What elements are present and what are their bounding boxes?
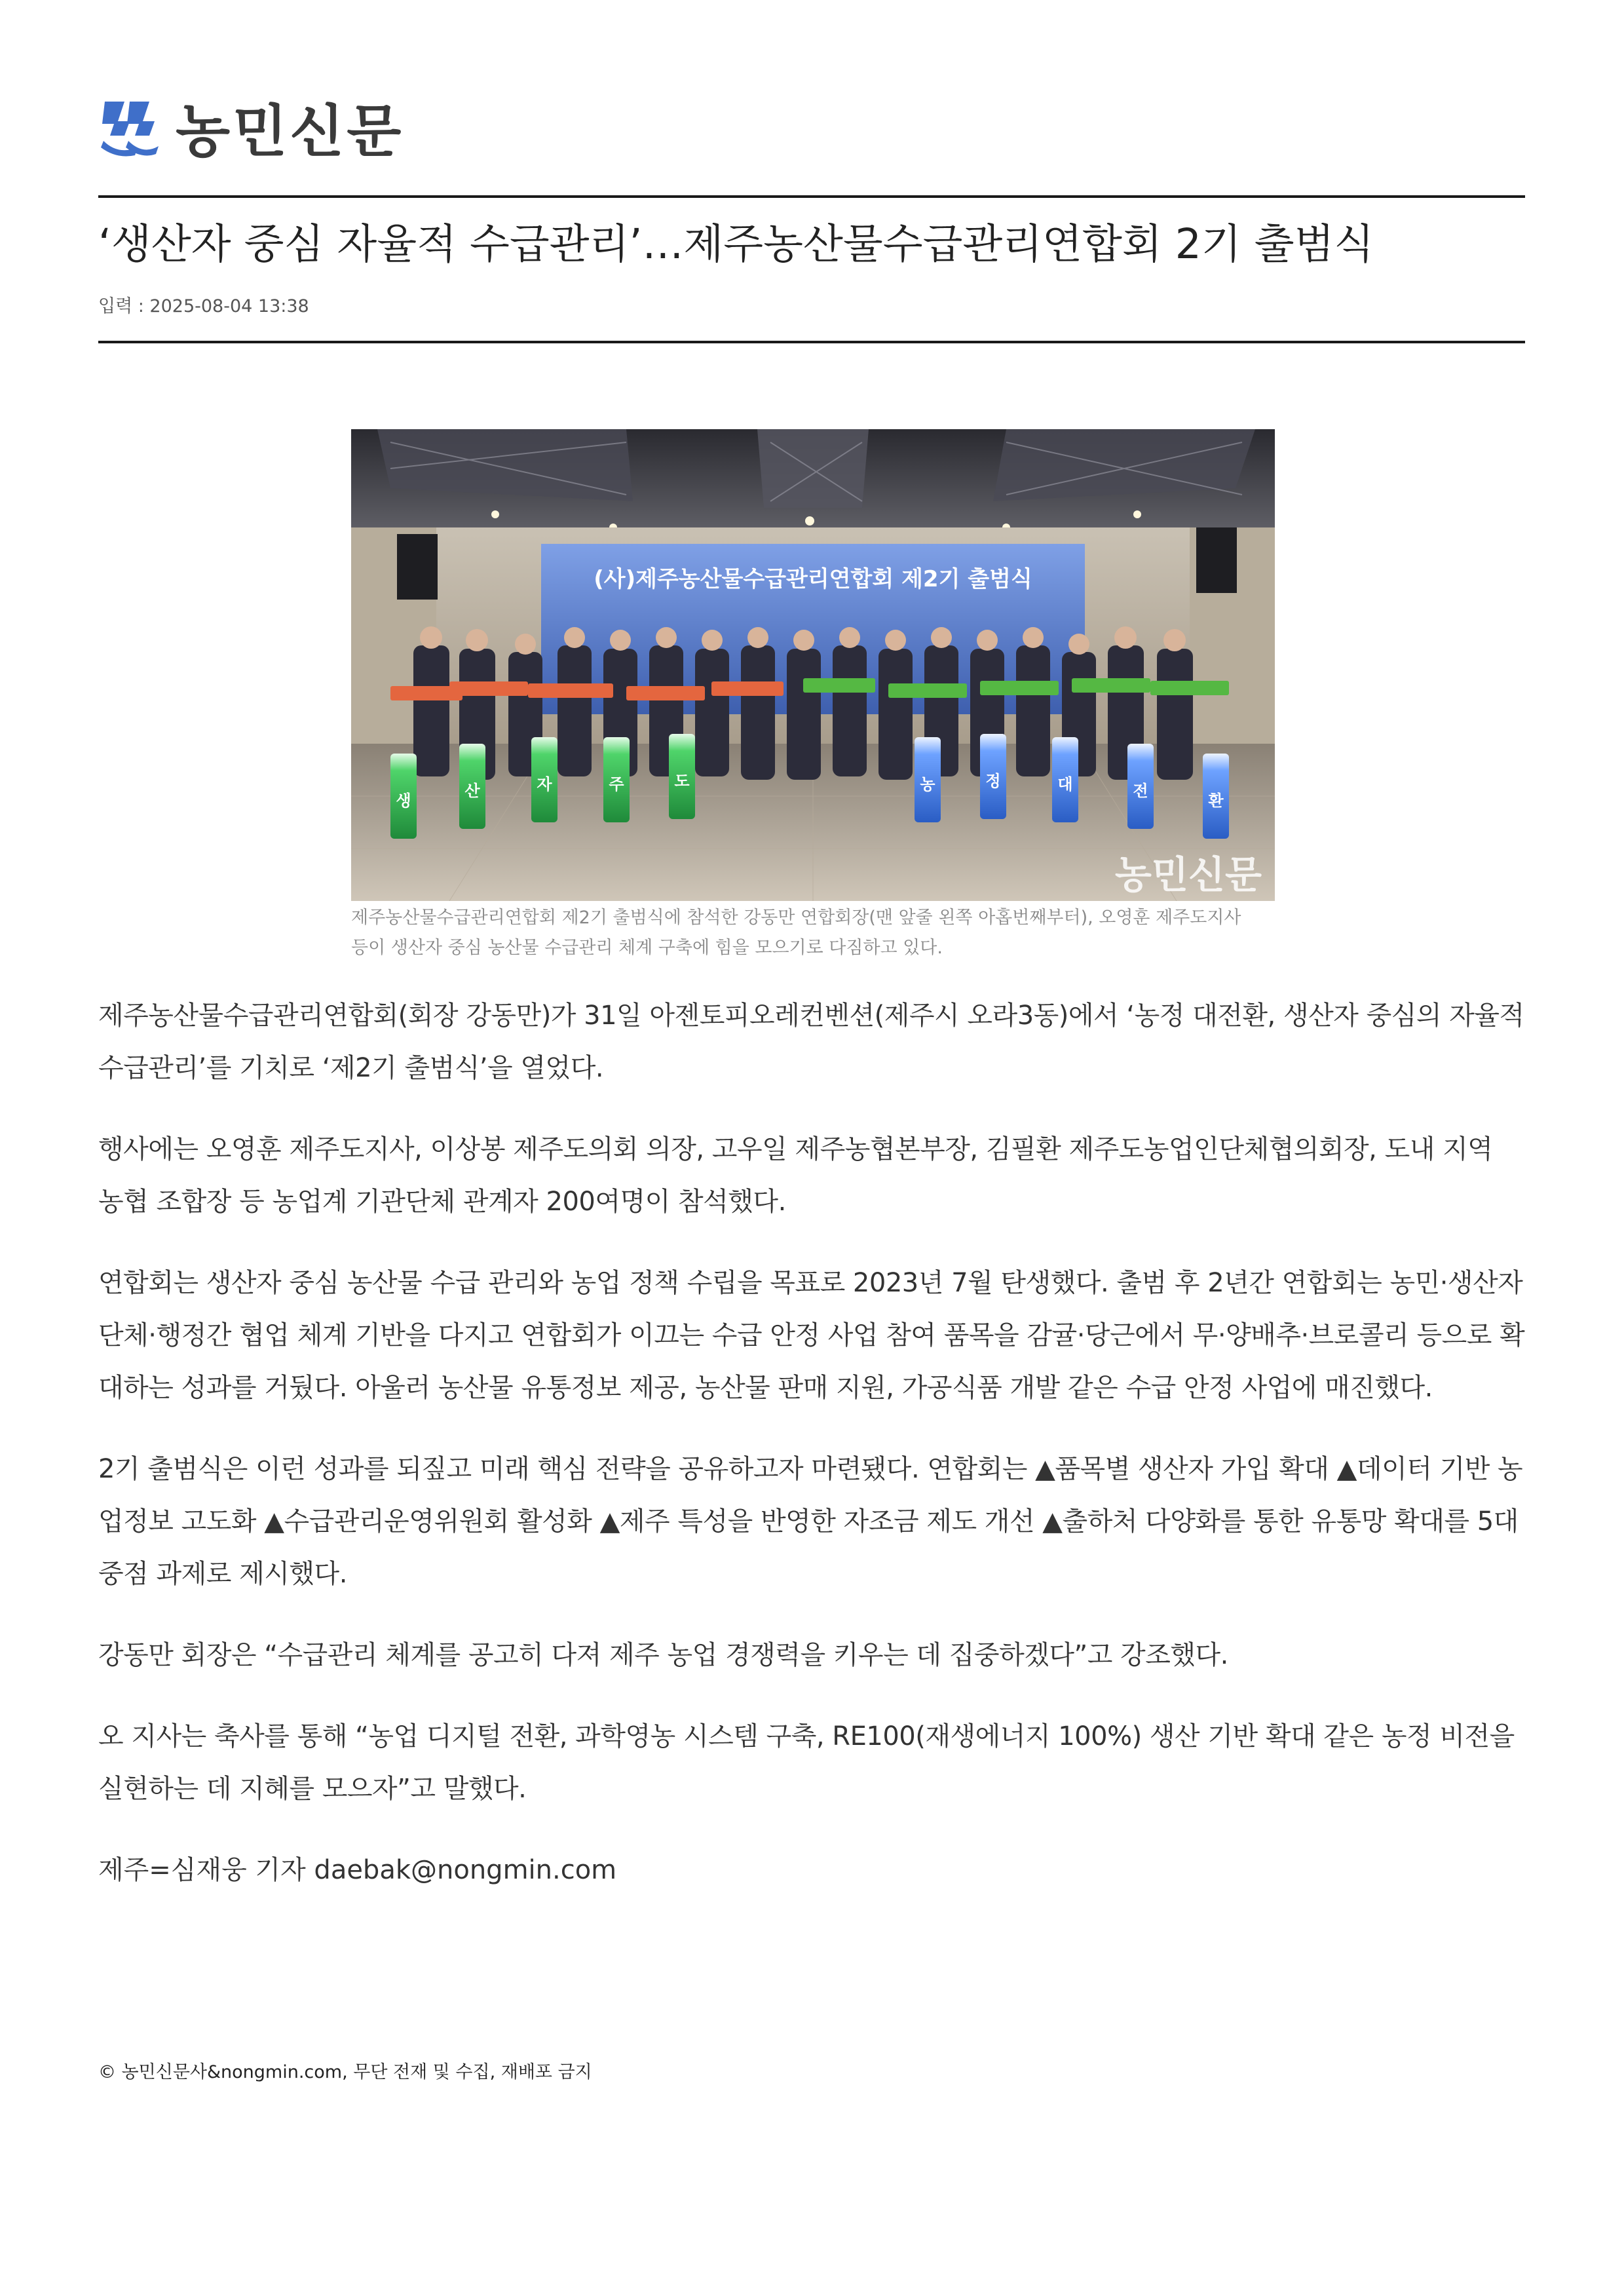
photo-pillar <box>669 734 695 819</box>
article-paragraph: 연합회는 생산자 중심 농산물 수급 관리와 농업 정책 수립을 목표로 2023년 7월 탄생했다. 출범 후 2년간 연합회는 농민·생산자단체·행정간 협업 체계 기반을 다지고 연합회가 이끄는 수급 안정 사업 참여 품목을 감귤·당근에서 무·양배추·브로콜리 등으로 확대하는 성과를 거뒀다. 아울러 농산물 유통정보 제공, 농산물 판매 지원, 가공식품 개발 같은 수급 안정 사업에 매진했다. <box>98 1268 1525 1403</box>
copyright-notice: © 농민신문사&nongmin.com, 무단 전재 및 수집, 재배포 금지 <box>98 2062 592 2082</box>
photo-pillar-char: 전 <box>1133 782 1148 800</box>
article-headline: ‘생산자 중심 자율적 수급관리’…제주농산물수급관리연합회 2기 출범식 <box>98 220 1374 268</box>
article-dateline: 입력 : 2025-08-04 13:38 <box>98 296 309 316</box>
photo-pillar-char: 정 <box>985 772 1001 790</box>
photo-pillar <box>390 754 417 839</box>
photo-pillar-char: 자 <box>537 775 552 794</box>
header-divider <box>98 195 1525 198</box>
photo-pillar-char: 주 <box>609 775 624 794</box>
photo-pillar <box>531 737 557 822</box>
photo-pillar-char: 산 <box>464 782 480 800</box>
photo-pillar-char: 도 <box>674 772 690 790</box>
photo-banner-text: (사)제주농산물수급관리연합회 제2기 출범식 <box>594 566 1032 592</box>
photo-pillar <box>1203 754 1229 839</box>
photo-pillar <box>980 734 1006 819</box>
article-paragraph: 오 지사는 축사를 통해 “농업 디지털 전환, 과학영농 시스템 구축, RE100(재생에너지 100%) 생산 기반 확대 같은 농정 비전을 실현하는 데 지혜를 모으자”고 말했다. <box>98 1721 1515 1804</box>
headline-divider <box>98 341 1525 343</box>
logo-wordmark: 농민신문 <box>176 99 404 164</box>
photo-pillar <box>1127 744 1154 829</box>
photo-caption <box>351 903 1281 963</box>
photo-pillar <box>459 744 485 829</box>
photo-caption-line-1: 제주농산물수급관리연합회 제2기 출범식에 참석한 강동만 연합회장(맨 앞줄 왼쪽 아홉번째부터), 오영훈 제주도지사 <box>351 908 1241 928</box>
photo-pillar <box>915 737 941 822</box>
photo-pillar-char: 대 <box>1057 775 1073 794</box>
photo-pillar <box>1052 737 1078 822</box>
article-paragraph: 제주농산물수급관리연합회(회장 강동만)가 31일 아젠토피오레컨벤션(제주시 오라3동)에서 ‘농정 대전환, 생산자 중심의 자율적 수급관리’를 기치로 ‘제2기 출범식’을 열었다. <box>98 1001 1524 1083</box>
photo-pillar-char: 생 <box>396 792 411 810</box>
article-photo <box>351 429 1275 901</box>
photo-pillar <box>603 737 630 822</box>
photo-caption-line-2: 등이 생산자 중심 농산물 수급관리 체계 구축에 힘을 모으기로 다짐하고 있다. <box>351 938 943 958</box>
article-paragraph: 행사에는 오영훈 제주도지사, 이상봉 제주도의회 의장, 고우일 제주농협본부장, 김필환 제주도농업인단체협의회장, 도내 지역 농협 조합장 등 농업계 기관단체 관계자 200여명이 참석했다. <box>98 1134 1493 1217</box>
article-body <box>98 989 1525 1896</box>
nongmin-logo-icon <box>98 95 161 158</box>
photo-pillar-char: 농 <box>920 775 935 794</box>
photo-watermark: 농민신문 <box>1114 852 1262 897</box>
article-paragraph: 2기 출범식은 이런 성과를 되짚고 미래 핵심 전략을 공유하고자 마련됐다. 연합회는 ▲품목별 생산자 가입 확대 ▲데이터 기반 농업정보 고도화 ▲수급관리운영위원회 활성화 ▲제주 특성을 반영한 자조금 제도 개선 ▲출하처 다양화를 통한 유통망 확대를 5대 중점 과제로 제시했다. <box>98 1454 1523 1589</box>
article-paragraph: 강동만 회장은 “수급관리 체계를 공고히 다져 제주 농업 경쟁력을 키우는 데 집중하겠다”고 강조했다. <box>98 1640 1228 1670</box>
masthead[interactable] <box>98 90 404 163</box>
photo-pillar-char: 환 <box>1208 792 1224 810</box>
article-byline: 제주=심재웅 기자 daebak@nongmin.com <box>98 1855 617 1885</box>
